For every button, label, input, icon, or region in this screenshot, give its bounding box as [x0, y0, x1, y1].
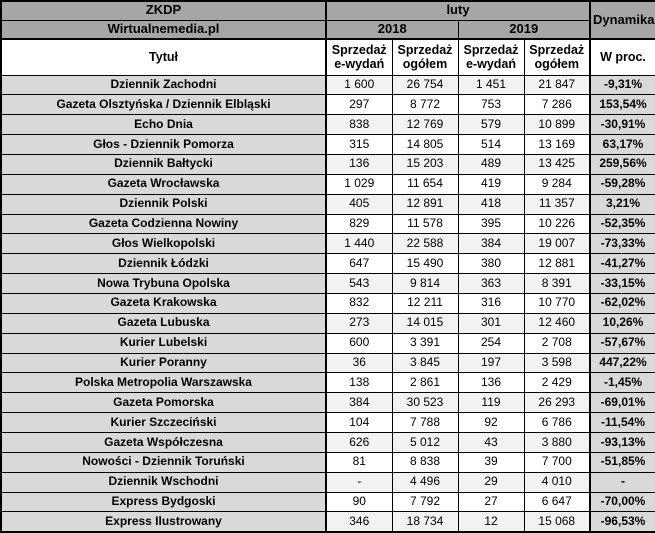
- value-cell: 6 786: [524, 413, 590, 433]
- table-row: [1, 214, 655, 234]
- value-cell: 315: [326, 135, 392, 155]
- title-cell: Express Bydgoski: [1, 492, 326, 512]
- value-cell: 3 880: [524, 432, 590, 452]
- value-cell: 14 015: [392, 313, 458, 333]
- value-cell: 301: [458, 313, 524, 333]
- percent-cell: -62,02%: [590, 293, 655, 313]
- table-row: [1, 135, 655, 155]
- value-cell: 22 588: [392, 234, 458, 254]
- title-cell: Gazeta Pomorska: [1, 393, 326, 413]
- percent-cell: -33,15%: [590, 274, 655, 294]
- value-cell: 15 490: [392, 254, 458, 274]
- percent-cell: -96,53%: [590, 512, 655, 532]
- header-row-years: [1, 20, 655, 39]
- percent-cell: -59,28%: [590, 174, 655, 194]
- percent-cell: -: [590, 472, 655, 492]
- value-cell: 12 881: [524, 254, 590, 274]
- value-cell: 273: [326, 313, 392, 333]
- value-cell: 3 391: [392, 333, 458, 353]
- table-row: [1, 174, 655, 194]
- value-cell: 543: [326, 274, 392, 294]
- value-cell: 19 007: [524, 234, 590, 254]
- value-cell: 18 734: [392, 512, 458, 532]
- title-cell: Nowa Trybuna Opolska: [1, 274, 326, 294]
- value-cell: 36: [326, 353, 392, 373]
- value-cell: 1 451: [458, 75, 524, 95]
- year-2019-label: 2019: [458, 20, 590, 39]
- table-row: [1, 333, 655, 353]
- value-cell: 12 460: [524, 313, 590, 333]
- title-cell: Kurier Lubelski: [1, 333, 326, 353]
- title-column-header: Tytuł: [1, 39, 326, 75]
- title-cell: Gazeta Wrocławska: [1, 174, 326, 194]
- value-cell: 7 792: [392, 492, 458, 512]
- percent-column-header: W proc.: [590, 39, 655, 75]
- value-cell: 829: [326, 214, 392, 234]
- value-cell: 3 598: [524, 353, 590, 373]
- value-cell: 26 293: [524, 393, 590, 413]
- value-cell: 21 847: [524, 75, 590, 95]
- value-cell: 8 772: [392, 95, 458, 115]
- value-cell: 489: [458, 154, 524, 174]
- value-cell: 10 770: [524, 293, 590, 313]
- value-cell: 1 600: [326, 75, 392, 95]
- table-body: [1, 75, 655, 532]
- value-cell: 2 708: [524, 333, 590, 353]
- value-cell: 384: [458, 234, 524, 254]
- value-cell: 39: [458, 452, 524, 472]
- percent-cell: -52,35%: [590, 214, 655, 234]
- value-cell: 43: [458, 432, 524, 452]
- value-cell: 6 647: [524, 492, 590, 512]
- value-cell: 81: [326, 452, 392, 472]
- value-cell: 12: [458, 512, 524, 532]
- value-cell: 10 226: [524, 214, 590, 234]
- value-cell: 4 496: [392, 472, 458, 492]
- value-cell: 418: [458, 194, 524, 214]
- value-cell: 384: [326, 393, 392, 413]
- value-cell: 197: [458, 353, 524, 373]
- value-cell: 9 814: [392, 274, 458, 294]
- value-cell: 26 754: [392, 75, 458, 95]
- value-cell: 10 899: [524, 115, 590, 135]
- title-cell: Głos Wielkopolski: [1, 234, 326, 254]
- value-cell: 316: [458, 293, 524, 313]
- value-cell: 8 391: [524, 274, 590, 294]
- value-cell: 380: [458, 254, 524, 274]
- value-cell: 11 654: [392, 174, 458, 194]
- table-row: [1, 492, 655, 512]
- title-cell: Gazeta Krakowska: [1, 293, 326, 313]
- percent-cell: -57,67%: [590, 333, 655, 353]
- value-cell: 104: [326, 413, 392, 433]
- value-cell: 395: [458, 214, 524, 234]
- table-row: [1, 115, 655, 135]
- title-cell: Dziennik Zachodni: [1, 75, 326, 95]
- source-label: ZKDP: [1, 1, 326, 20]
- percent-cell: -93,13%: [590, 432, 655, 452]
- percent-cell: -30,91%: [590, 115, 655, 135]
- value-cell: 3 845: [392, 353, 458, 373]
- title-cell: Dziennik Łódzki: [1, 254, 326, 274]
- title-cell: Polska Metropolia Warszawska: [1, 373, 326, 393]
- table-row: [1, 95, 655, 115]
- value-cell: 14 805: [392, 135, 458, 155]
- value-cell: 12 211: [392, 293, 458, 313]
- value-cell: 8 838: [392, 452, 458, 472]
- value-cell: 1 029: [326, 174, 392, 194]
- table-row: [1, 452, 655, 472]
- value-cell: 11 578: [392, 214, 458, 234]
- value-cell: 2 861: [392, 373, 458, 393]
- percent-cell: 153,54%: [590, 95, 655, 115]
- title-cell: Kurier Poranny: [1, 353, 326, 373]
- title-cell: Gazeta Codzienna Nowiny: [1, 214, 326, 234]
- value-cell: 297: [326, 95, 392, 115]
- percent-cell: -70,00%: [590, 492, 655, 512]
- table-row: [1, 274, 655, 294]
- title-cell: Express Ilustrowany: [1, 512, 326, 532]
- value-cell: 4 010: [524, 472, 590, 492]
- percent-cell: -1,45%: [590, 373, 655, 393]
- value-cell: -: [326, 472, 392, 492]
- dynamics-label: Dynamika: [590, 1, 655, 39]
- title-cell: Głos - Dziennik Pomorza: [1, 135, 326, 155]
- percent-cell: 63,17%: [590, 135, 655, 155]
- header-row-source: [1, 1, 655, 20]
- percent-cell: 447,22%: [590, 353, 655, 373]
- table-row: [1, 194, 655, 214]
- value-cell: 419: [458, 174, 524, 194]
- col-header-esales-2018: Sprzedaż e-wydań: [326, 39, 392, 75]
- table-row: [1, 75, 655, 95]
- value-cell: 363: [458, 274, 524, 294]
- value-cell: 405: [326, 194, 392, 214]
- table-row: [1, 293, 655, 313]
- value-cell: 13 425: [524, 154, 590, 174]
- percent-cell: 259,56%: [590, 154, 655, 174]
- col-header-esales-2019: Sprzedaż e-wydań: [458, 39, 524, 75]
- percent-cell: -9,31%: [590, 75, 655, 95]
- value-cell: 254: [458, 333, 524, 353]
- value-cell: 27: [458, 492, 524, 512]
- value-cell: 600: [326, 333, 392, 353]
- table-row: [1, 413, 655, 433]
- col-header-total-2019: Sprzedaż ogółem: [524, 39, 590, 75]
- table-row: [1, 393, 655, 413]
- value-cell: 647: [326, 254, 392, 274]
- value-cell: 15 203: [392, 154, 458, 174]
- header-row-columns: [1, 39, 655, 75]
- title-cell: Kurier Szczeciński: [1, 413, 326, 433]
- value-cell: 136: [326, 154, 392, 174]
- table-row: [1, 353, 655, 373]
- value-cell: 12 769: [392, 115, 458, 135]
- value-cell: 7 700: [524, 452, 590, 472]
- value-cell: 346: [326, 512, 392, 532]
- title-cell: Echo Dnia: [1, 115, 326, 135]
- period-label: luty: [326, 1, 590, 20]
- percent-cell: -41,27%: [590, 254, 655, 274]
- value-cell: 1 440: [326, 234, 392, 254]
- value-cell: 7 788: [392, 413, 458, 433]
- value-cell: 13 169: [524, 135, 590, 155]
- table-row: [1, 313, 655, 333]
- value-cell: 2 429: [524, 373, 590, 393]
- value-cell: 9 284: [524, 174, 590, 194]
- year-2018-label: 2018: [326, 20, 458, 39]
- value-cell: 753: [458, 95, 524, 115]
- value-cell: 832: [326, 293, 392, 313]
- value-cell: 15 068: [524, 512, 590, 532]
- value-cell: 838: [326, 115, 392, 135]
- title-cell: Gazeta Olsztyńska / Dziennik Elbląski: [1, 95, 326, 115]
- value-cell: 11 357: [524, 194, 590, 214]
- value-cell: 12 891: [392, 194, 458, 214]
- col-header-total-2018: Sprzedaż ogółem: [392, 39, 458, 75]
- percent-cell: -11,54%: [590, 413, 655, 433]
- percent-cell: -51,85%: [590, 452, 655, 472]
- table-row: [1, 254, 655, 274]
- percent-cell: -73,33%: [590, 234, 655, 254]
- value-cell: 119: [458, 393, 524, 413]
- title-cell: Gazeta Współczesna: [1, 432, 326, 452]
- value-cell: 7 286: [524, 95, 590, 115]
- table-row: [1, 432, 655, 452]
- value-cell: 30 523: [392, 393, 458, 413]
- percent-cell: 3,21%: [590, 194, 655, 214]
- value-cell: 579: [458, 115, 524, 135]
- table-row: [1, 373, 655, 393]
- percent-cell: -69,01%: [590, 393, 655, 413]
- value-cell: 138: [326, 373, 392, 393]
- value-cell: 136: [458, 373, 524, 393]
- title-cell: Nowości - Dziennik Toruński: [1, 452, 326, 472]
- table-row: [1, 154, 655, 174]
- value-cell: 92: [458, 413, 524, 433]
- table-row: [1, 234, 655, 254]
- title-cell: Dziennik Polski: [1, 194, 326, 214]
- percent-cell: 10,26%: [590, 313, 655, 333]
- title-cell: Dziennik Bałtycki: [1, 154, 326, 174]
- table-row: [1, 472, 655, 492]
- table-row: [1, 512, 655, 532]
- value-cell: 514: [458, 135, 524, 155]
- value-cell: 90: [326, 492, 392, 512]
- brand-label: Wirtualnemedia.pl: [1, 20, 326, 39]
- value-cell: 626: [326, 432, 392, 452]
- value-cell: 29: [458, 472, 524, 492]
- value-cell: 5 012: [392, 432, 458, 452]
- title-cell: Gazeta Lubuska: [1, 313, 326, 333]
- title-cell: Dziennik Wschodni: [1, 472, 326, 492]
